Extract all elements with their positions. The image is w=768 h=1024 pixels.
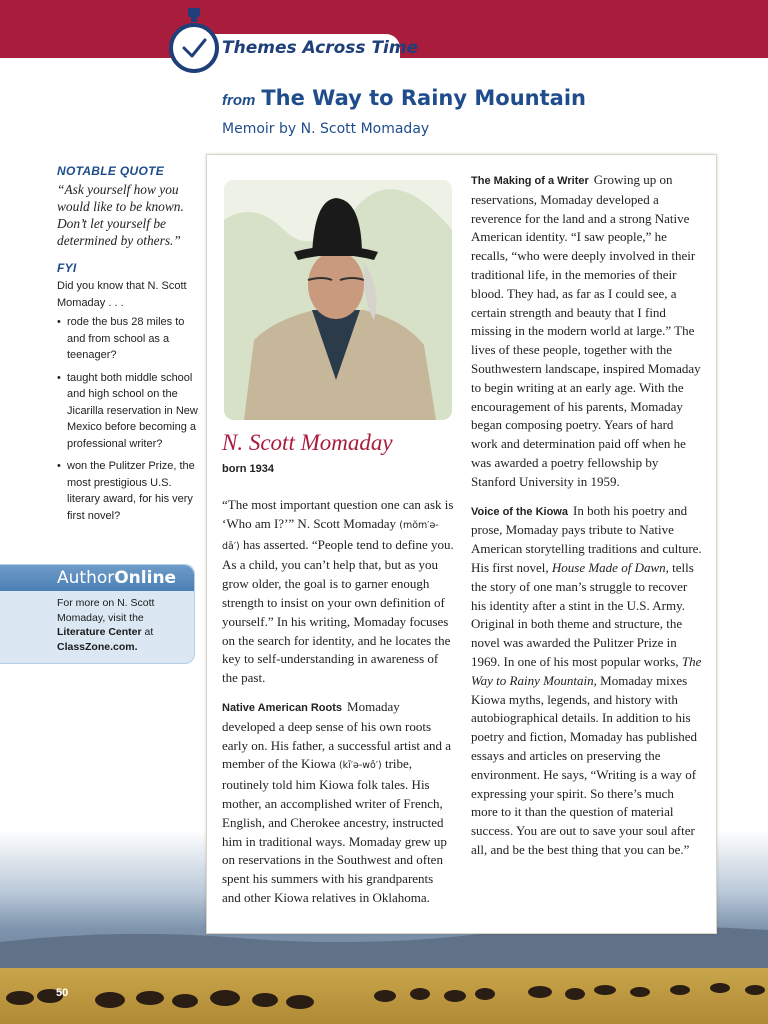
ao-text-1: For more on N. Scott Momaday, visit the <box>57 597 155 624</box>
biography-column-left <box>222 496 454 918</box>
pronunciation: (mŏm′ə-dā′) <box>222 519 439 552</box>
sidebar <box>57 164 202 530</box>
title-from: from <box>222 92 256 109</box>
p2-text-b: tribe, routinely told him Kiowa folk tales. His mother, an accomplished writer of French, English, and Cherokee ancestry, instructed him in traditional ways. Momaday grew up on reservations in the Southwest and often spent his summers with his grandparents and other Kiowa relatives in Oklahoma. <box>222 756 447 905</box>
fyi-heading: FYI <box>57 261 77 275</box>
p4-text-a: In both his poetry and prose, Momaday pays tribute to Native American storytelling traditions and culture. His first novel, <box>471 502 702 575</box>
subheading: Native American Roots <box>222 701 343 714</box>
quote-heading: NOTABLE QUOTE <box>57 164 165 178</box>
clock-icon <box>166 8 222 76</box>
author-birth-year: born 1934 <box>222 463 274 475</box>
fyi-item: • won the Pulitzer Prize, the most prestigious U.S. literary award, for his very first novel? <box>57 458 202 524</box>
subheading: Voice of the Kiowa <box>471 505 568 518</box>
paragraph <box>471 502 703 860</box>
author-online-logo <box>0 565 194 591</box>
selection-title <box>222 86 586 110</box>
p2-text-a: Momaday developed a deep sense of his own roots early on. His father, a successful artist and a member of the Kiowa <box>222 698 452 772</box>
logo-part-online: Online <box>114 568 177 588</box>
book-title: House Made of Dawn, <box>551 559 669 575</box>
theme-label: Themes Across Time <box>222 38 419 58</box>
p3-text: Growing up on reservations, Momaday developed a reverence for the land and a strong Native American identity. “I saw people,” he recalls, “who were deeply involved in their traditional life, in the memories of their blood. They had, as far as I could see, a certain strength and beauty that I find missing in the modern world at large.” The lives of these people, together with the Southwestern landscape, inspired Momaday to begin writing at an early age. With the encouragement of his parents, Momaday began composing poetry. Years of hard work and determination paid off when he was awarded a poetry fellowship by Stanford University in 1959. <box>471 172 701 489</box>
p1-text-b: has asserted. “People tend to define you. As a child, you can’t help that, but as you grow older, the goal is to garner enough strength to insist on your own definition of yourself.” In his writing, Momaday focuses on the search for identity, and he locates the key to self-understanding in awareness of the past. <box>222 536 454 686</box>
paragraph <box>222 698 454 908</box>
author-online-box[interactable] <box>0 564 195 664</box>
title-main: The Way to Rainy Mountain <box>261 86 586 110</box>
p4-text-b: tells the story of one man’s struggle to recover his identity after a stint in the U.S. Army. Original in both theme and structure, the novel was awarded the Pulitzer Prize in 1969. In one of his most popular works, <box>471 559 694 669</box>
literature-center-link[interactable]: Literature Center <box>57 626 142 638</box>
book-title: The Way to Rainy Mountain, <box>471 653 702 688</box>
fyi-list <box>57 314 202 524</box>
paragraph <box>222 496 454 688</box>
classzone-link[interactable]: ClassZone.com. <box>57 640 138 653</box>
fyi-intro: Did you know that N. Scott Momaday . . . <box>57 280 187 309</box>
author-name: N. Scott Momaday <box>222 430 393 455</box>
author-photo <box>224 180 452 420</box>
paragraph <box>471 171 703 492</box>
notable-quote: “Ask yourself how you would like to be known. Don’t let yourself be determined by others.” <box>57 182 184 248</box>
subheading: The Making of a Writer <box>471 175 589 187</box>
fyi-item: • taught both middle school and high school on the Jicarilla reservation in New Mexico before becoming a professional writer? <box>57 370 202 453</box>
biography-column-right <box>471 171 703 870</box>
pronunciation: (kī′ə-wô′) <box>338 760 382 772</box>
p4-text-c: Momaday mixes Kiowa myths, legends, and history with autobiographical details. In addition to his poetry and fiction, Momaday has published essays and articles on preserving the environment. He says, “Writing is a way of expressing your spirit. So there’s much more to it than the question of material success. You are out to save your soul after all, and be the best thing that you can be.” <box>471 672 698 857</box>
p1-text-a: “The most important question one can ask is ‘Who am I?’” N. Scott Momaday <box>222 497 454 531</box>
fyi-item: • rode the bus 28 miles to and from school as a teenager? <box>57 314 202 364</box>
author-online-text <box>0 591 190 654</box>
ao-text-2: at <box>141 626 154 638</box>
page-number: 50 <box>56 987 69 999</box>
logo-part-author: Author <box>57 568 115 588</box>
selection-subtitle: Memoir by N. Scott Momaday <box>222 121 430 137</box>
